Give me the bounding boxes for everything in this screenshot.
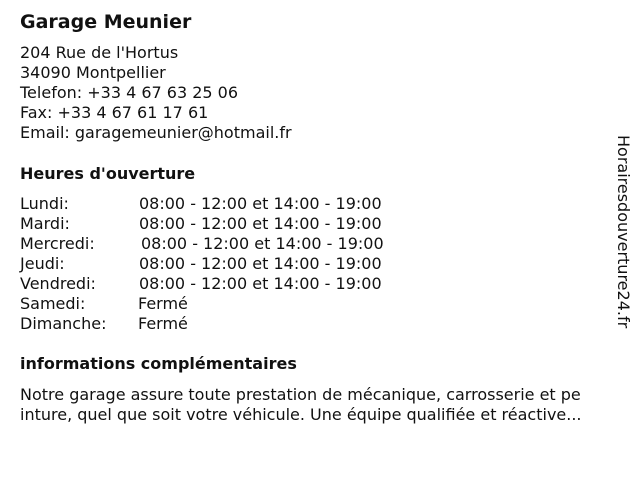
day-label: Vendredi: <box>20 274 96 293</box>
hours-row-wednesday <box>20 234 460 254</box>
email-address: Email: garagemeunier@hotmail.fr <box>20 123 292 142</box>
day-label: Jeudi: <box>20 254 65 273</box>
hours-row-sunday <box>20 314 460 334</box>
phone-number: Telefon: +33 4 67 63 25 06 <box>20 83 239 102</box>
day-label: Mardi: <box>20 214 70 233</box>
day-label: Mercredi: <box>20 234 95 253</box>
hours-row-tuesday <box>20 214 460 234</box>
business-name: Garage Meunier <box>20 11 192 33</box>
hours-row-thursday <box>20 254 460 274</box>
description-line-1: Notre garage assure toute prestation de mécanique, carrosserie et pe <box>20 385 581 404</box>
opening-hours-heading: Heures d'ouverture <box>20 164 196 183</box>
fax-number: Fax: +33 4 67 61 17 61 <box>20 103 209 122</box>
hours-row-saturday <box>20 294 460 314</box>
day-hours: 08:00 - 12:00 et 14:00 - 19:00 <box>139 194 382 213</box>
day-label: Lundi: <box>20 194 69 213</box>
day-label: Dimanche: <box>20 314 107 333</box>
day-hours: Fermé <box>138 294 188 313</box>
additional-info-heading: informations complémentaires <box>20 354 297 373</box>
day-hours: 08:00 - 12:00 et 14:00 - 19:00 <box>141 234 384 253</box>
day-hours: 08:00 - 12:00 et 14:00 - 19:00 <box>139 274 382 293</box>
street-address: 204 Rue de l'Hortus <box>20 43 179 62</box>
hours-row-monday <box>20 194 460 214</box>
site-watermark: Horairesdouverture24.fr <box>614 135 633 329</box>
day-hours: 08:00 - 12:00 et 14:00 - 19:00 <box>139 214 382 233</box>
day-hours: 08:00 - 12:00 et 14:00 - 19:00 <box>139 254 382 273</box>
day-label: Samedi: <box>20 294 86 313</box>
city-address: 34090 Montpellier <box>20 63 166 82</box>
day-hours: Fermé <box>138 314 188 333</box>
description-line-2: inture, quel que soit votre véhicule. Une équipe qualifiée et réactive... <box>20 405 582 424</box>
hours-row-friday <box>20 274 460 294</box>
